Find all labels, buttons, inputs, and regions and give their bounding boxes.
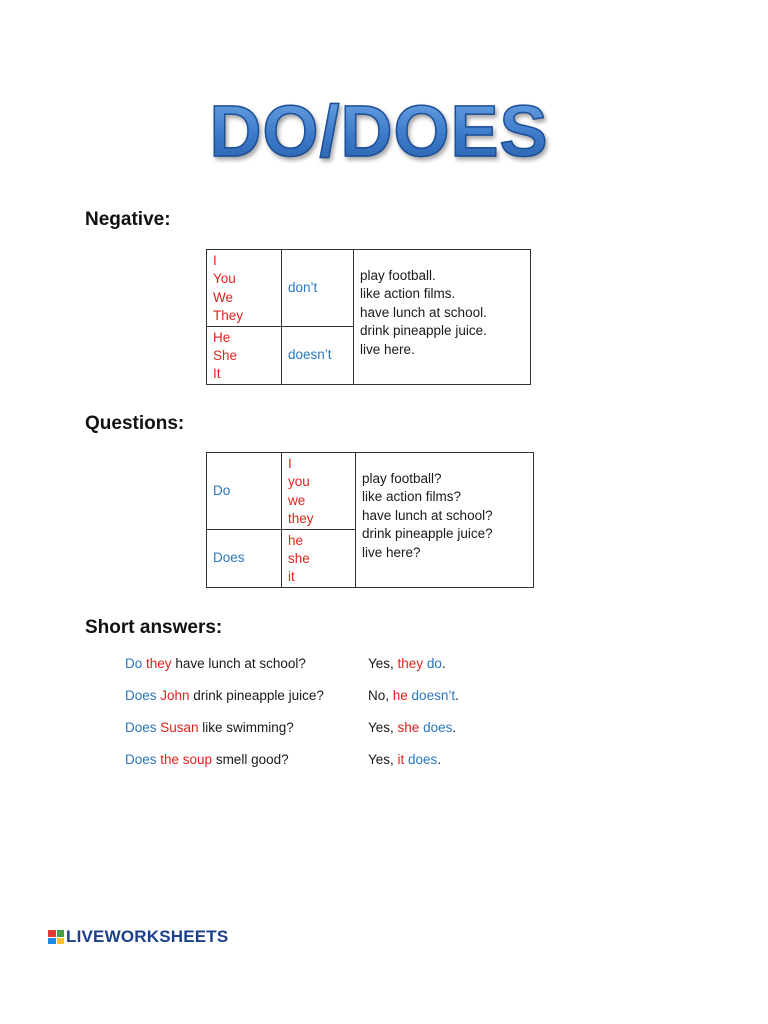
liveworksheets-logo-icon [48, 930, 64, 944]
negative-heading: Negative: [85, 209, 171, 230]
subject: They [213, 308, 244, 324]
subject: It [213, 366, 221, 382]
subject: John [156, 688, 190, 703]
questions-aux-cell [207, 453, 282, 530]
subject: she [288, 551, 310, 567]
sentence: play football. [360, 268, 436, 283]
rest: like swimming? [198, 720, 294, 735]
answer-start: Yes, [368, 656, 398, 671]
negative-table [206, 249, 531, 385]
subject: the soup [156, 752, 213, 767]
short-answers-heading: Short answers: [85, 617, 223, 638]
subject: she [397, 720, 420, 735]
list-item [125, 650, 545, 682]
sentence: like action films? [362, 489, 462, 505]
subject: he [288, 532, 304, 548]
logo-text: LIVEWORKSHEETS [66, 927, 229, 946]
subject: I [288, 456, 292, 471]
negative-subjects-singular [207, 326, 282, 384]
sentence: live here. [360, 341, 415, 357]
aux: Does [125, 720, 157, 735]
answer-text [368, 656, 446, 671]
subject: Susan [156, 720, 199, 735]
question-text [125, 752, 289, 767]
negative-subjects-plural [207, 250, 282, 327]
aux-doesnt: doesn’t [288, 347, 332, 363]
aux: does [419, 720, 453, 735]
negative-aux-cell [282, 250, 354, 327]
aux: Does [125, 688, 157, 703]
question-text [125, 720, 294, 735]
rest: smell good? [212, 752, 289, 767]
subject: he [392, 688, 408, 703]
subject: they [288, 511, 314, 527]
negative-sentences [354, 250, 531, 385]
sentence: drink pineapple juice? [362, 526, 493, 542]
list-item [125, 682, 545, 714]
aux-do: Do [213, 482, 231, 498]
subject: You [213, 271, 236, 287]
questions-subjects-plural [282, 453, 356, 530]
rest: drink pineapple juice? [189, 688, 324, 703]
subject: it [288, 569, 295, 585]
questions-sentences [356, 453, 534, 588]
subject: they [146, 656, 172, 671]
subject: I [213, 253, 217, 268]
questions-subjects-singular [282, 529, 356, 587]
questions-heading: Questions: [85, 413, 185, 434]
answer-start: Yes, [368, 752, 398, 767]
sentence: drink pineapple juice. [360, 323, 487, 339]
answer-start: No, [368, 688, 393, 703]
answer-end: . [441, 656, 446, 671]
subject: He [213, 329, 231, 345]
question-text [125, 656, 306, 671]
sentence: have lunch at school. [360, 304, 487, 320]
subject: we [288, 492, 306, 508]
aux: do [423, 656, 442, 671]
answer-text [368, 688, 459, 703]
list-item [125, 714, 545, 746]
answer-text [368, 752, 441, 767]
answer-start: Yes, [368, 720, 398, 735]
sentence: have lunch at school? [362, 507, 493, 523]
aux: doesn’t [407, 688, 456, 703]
rest: have lunch at school? [171, 656, 306, 671]
subject: She [213, 348, 238, 364]
page-title: DO/DOES [204, 92, 554, 172]
aux: Do [125, 656, 143, 671]
short-answers-list [125, 650, 545, 778]
aux-does: Does [213, 550, 245, 566]
liveworksheets-logo[interactable] [48, 927, 228, 947]
sentence: like action films. [360, 286, 456, 302]
subject: they [397, 656, 424, 671]
aux-dont: don’t [288, 279, 318, 295]
sentence: play football? [362, 471, 442, 486]
questions-table [206, 452, 534, 588]
answer-text [368, 720, 456, 735]
list-item [125, 746, 545, 778]
subject: it [397, 752, 405, 767]
answer-end: . [452, 720, 457, 735]
negative-aux-cell [282, 326, 354, 384]
answer-end: . [455, 688, 459, 703]
aux: Does [125, 752, 157, 767]
subject: We [213, 289, 234, 305]
sentence: live here? [362, 544, 421, 560]
questions-aux-cell [207, 529, 282, 587]
question-text [125, 688, 324, 703]
subject: you [288, 474, 310, 490]
answer-end: . [437, 752, 442, 767]
aux: does [404, 752, 438, 767]
